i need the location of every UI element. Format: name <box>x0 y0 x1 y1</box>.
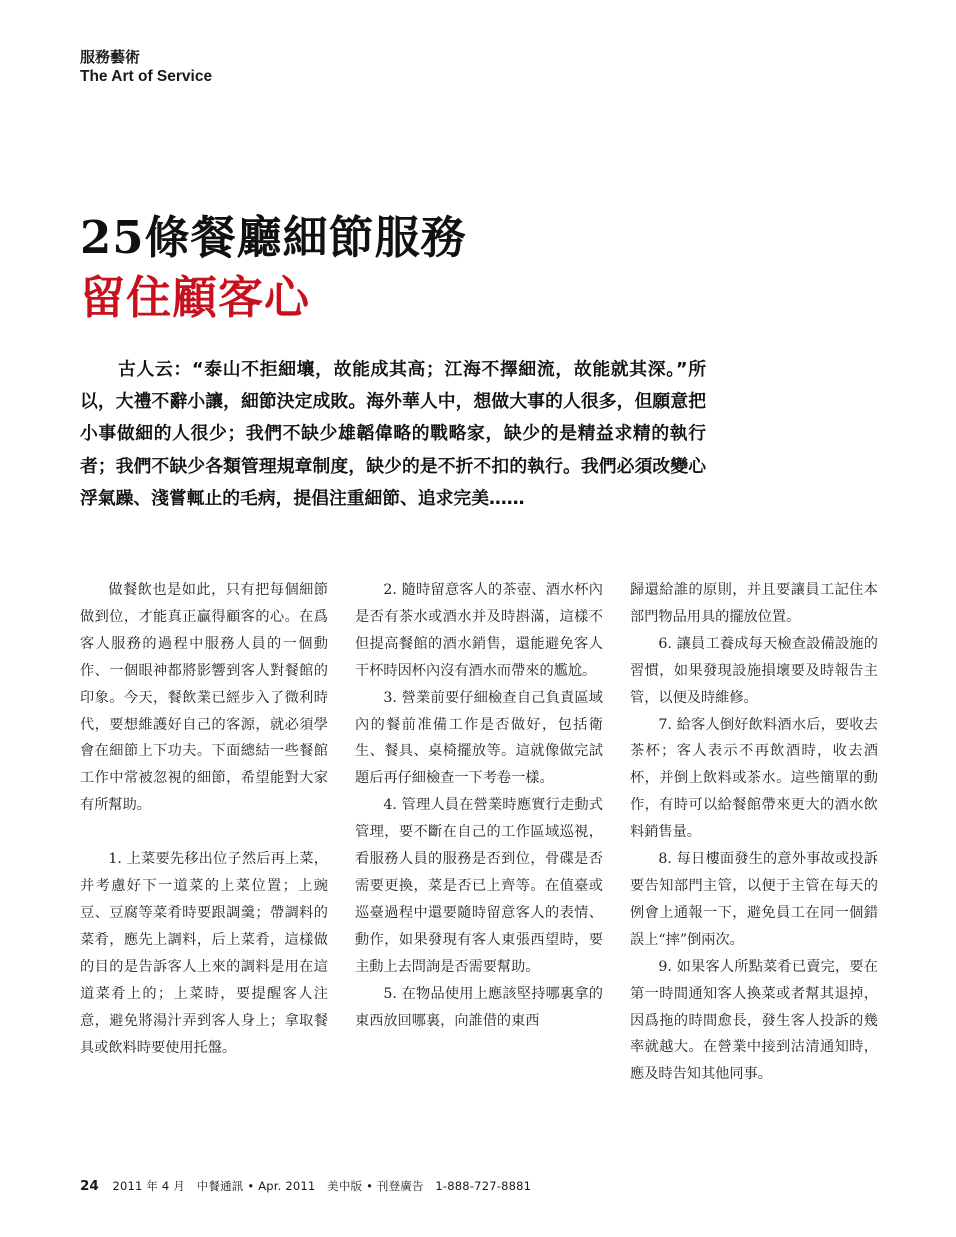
body-paragraph: 3. 營業前要仔細檢查自己負責區域內的餐前准備工作是否做好，包括衛生、餐具、桌椅擺放等。這就像做完試題后再仔細檢查一下考卷一樣。 <box>355 689 603 787</box>
article-title-line2: 留住顧客心 <box>80 271 311 324</box>
page-footer <box>80 1178 531 1194</box>
article-title-line1: 25條餐廳細節服務 <box>80 211 467 264</box>
section-header <box>80 48 212 86</box>
body-column-3 <box>630 577 878 1088</box>
body-paragraph: 6. 讓員工養成每天檢查設備設施的習慣，如果發現設施損壞要及時報告主管，以便及時維修。 <box>630 635 878 706</box>
body-paragraph: 9. 如果客人所點菜肴已賣完，要在第一時間通知客人換菜或者幫其退掉，因爲拖的時間愈長，發生客人投訴的幾率就越大。在營業中接到沽清通知時，應及時告知其他同事。 <box>630 958 878 1083</box>
body-column-1 <box>80 577 328 1061</box>
section-title-chinese: 服務藝術 <box>80 48 141 66</box>
section-title-english: The Art of Service <box>80 68 213 85</box>
article-body <box>80 577 878 1137</box>
body-column-2 <box>355 577 603 1034</box>
body-paragraph-continued: 歸還給誰的原則，并且要讓員工記住本部門物品用具的擺放位置。 <box>630 582 878 625</box>
article-lead: 古人云：“泰山不拒細壤，故能成其高；江海不擇細流，故能就其深。”所以，大禮不辭小讓，細節決定成敗。海外華人中，想做大事的人很多，但願意把小事做細的人很少；我們不缺少雄韜偉略的戰略家，缺少的是精益求精的執行者；我們不缺少各類管理規章制度，缺少的是不折不扣的執行。我們必須改變心浮氣躁、淺嘗輒止的毛病，提倡注重細節、追求完美…… <box>80 359 706 509</box>
page-number: 24 <box>80 1178 99 1194</box>
body-paragraph: 1. 上菜要先移出位子然后再上菜，并考慮好下一道菜的上菜位置；上豌豆、豆腐等菜肴時要跟調羹；帶調料的菜肴，應先上調料，后上菜肴，這樣做的目的是告訴客人上來的調料是用在這道菜肴上的；上菜時，要提醒客人注意，避免將湯汁弄到客人身上；拿取餐具或飲料時要使用托盤。 <box>80 851 328 1056</box>
article-title <box>80 208 880 328</box>
body-paragraph: 8. 每日樓面發生的意外事故或投訴要告知部門主管，以便于主管在每天的例會上通報一下，避免員工在同一個錯誤上“摔”倒兩次。 <box>630 851 878 948</box>
body-paragraph: 2. 隨時留意客人的茶壺、酒水杯內是否有茶水或酒水并及時斟滿，這樣不但提高餐館的酒水銷售，還能避免客人干杯時因杯內沒有酒水而帶來的尷尬。 <box>355 582 603 679</box>
body-paragraph: 7. 給客人倒好飲料酒水后，要收去茶杯；客人表示不再飲酒時，收去酒杯，并倒上飲料或茶水。這些簡單的動作，有時可以給餐館帶來更大的酒水飲料銷售量。 <box>630 716 878 841</box>
body-paragraph: 4. 管理人員在營業時應實行走動式管理，要不斷在自己的工作區域巡視，看服務人員的服務是否到位，骨碟是否需要更換，菜是否已上齊等。在值臺或巡臺過程中還要隨時留意客人的表情、動作，如果發現有客人東張西望時，要主動上去問詢是否需要幫助。 <box>355 797 603 975</box>
footer-text: 2011 年 4 月 中餐通訊 • Apr. 2011 美中版 • 刊登廣告 1-888-727-8881 <box>112 1179 532 1193</box>
body-paragraph: 5. 在物品使用上應該堅持哪裏拿的東西放回哪裏，向誰借的東西 <box>355 985 603 1029</box>
body-paragraph: 做餐飲也是如此，只有把每個細節做到位，才能真正贏得顧客的心。在爲客人服務的過程中服務人員的一個動作、一個眼神都將影響到客人對餐館的印象。今天，餐飲業已經步入了微利時代，要想維護好自己的客源，就必須學會在細節上下功夫。下面總結一些餐館工作中常被忽視的細節，希望能對大家有所幫助。 <box>80 582 328 814</box>
